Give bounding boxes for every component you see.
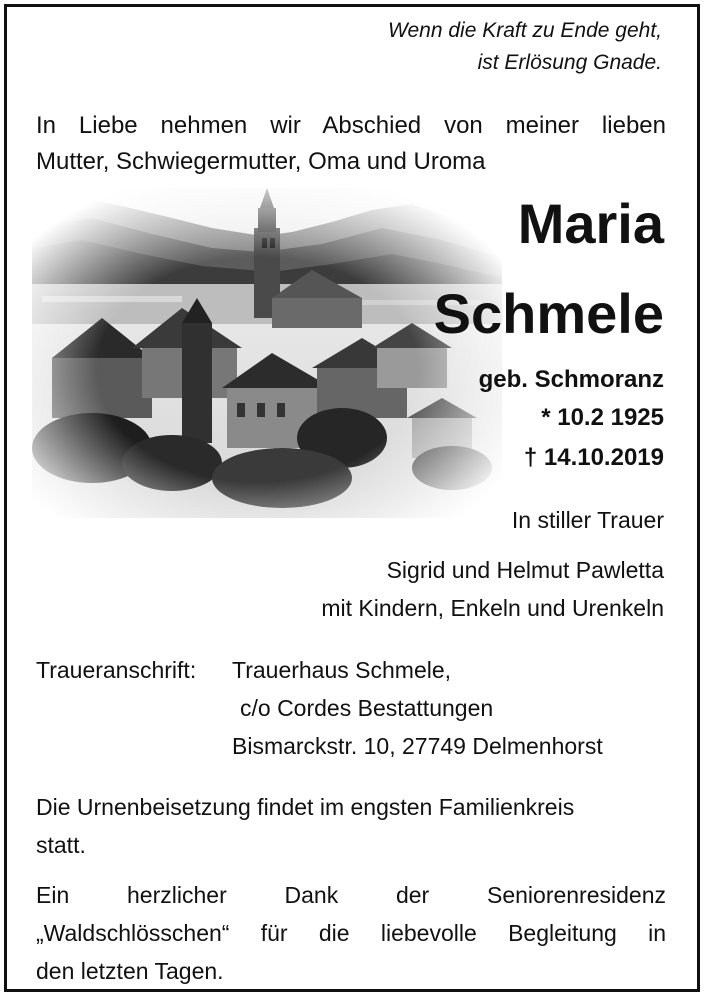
intro-text [36, 108, 666, 180]
birth-date: * 10.2 1925 [541, 404, 664, 431]
intro-line-2: Mutter, Schwiegermutter, Oma und Uroma [36, 148, 486, 175]
mourners-intro: In stiller Trauer [511, 507, 664, 533]
thanks-line-2: „Waldschlösschen“ für die liebevolle Begleitung in [36, 920, 666, 946]
thanks-line-1: Ein herzlicher Dank der Seniorenresidenz [36, 882, 666, 908]
town-photo [32, 188, 502, 518]
burial-note-line-1: Die Urnenbeisetzung findet im engsten Familienkreis [36, 794, 575, 820]
maiden-name: geb. Schmoranz [478, 366, 664, 393]
address-line-3: Bismarckstr. 10, 27749 Delmenhorst [232, 733, 603, 759]
motto-line-2: ist Erlösung Gnade. [477, 51, 662, 74]
address-label: Traueranschrift: [36, 657, 197, 683]
motto-line-1: Wenn die Kraft zu Ende geht, [388, 19, 662, 42]
address-line-1: Trauerhaus Schmele, [232, 657, 452, 683]
thanks-line-3: den letzten Tagen. [36, 958, 224, 984]
first-name: Maria [517, 192, 664, 255]
burial-note [36, 788, 666, 864]
address-line-2: c/o Cordes Bestattungen [240, 695, 494, 721]
intro-line-1: In Liebe nehmen wir Abschied von meiner lieben [36, 112, 666, 139]
mourners-line-1: Sigrid und Helmut Pawletta [386, 557, 664, 583]
thanks-text [36, 876, 666, 990]
last-name: Schmele [433, 282, 664, 345]
mourners-line-2: mit Kindern, Enkeln und Urenkeln [321, 595, 664, 621]
burial-note-line-2: statt. [36, 832, 86, 858]
death-date: † 14.10.2019 [523, 444, 664, 471]
